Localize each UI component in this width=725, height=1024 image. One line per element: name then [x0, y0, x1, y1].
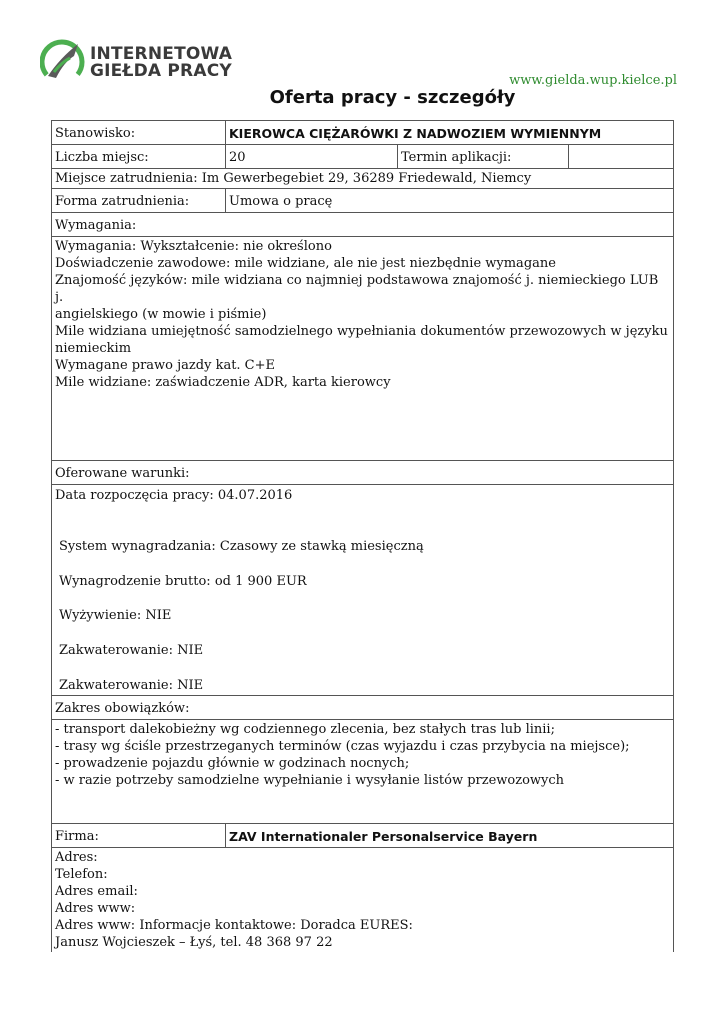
requirement-line: Wymagania: Wykształcenie: nie określono	[55, 239, 332, 254]
start-date: Data rozpoczęcia pracy: 04.07.2016	[55, 488, 293, 503]
position-label: Stanowisko:	[52, 121, 226, 145]
duty-line: - prowadzenie pojazdu głównie w godzinach nocnych;	[55, 756, 410, 771]
location-row	[52, 169, 674, 189]
logo-swoosh-icon	[40, 38, 88, 86]
website-link[interactable]: www.gielda.wup.kielce.pl	[509, 73, 677, 88]
duty-line: - transport dalekobieżny wg codziennego zlecenia, bez stałych tras lub linii;	[55, 722, 555, 737]
position-row	[52, 121, 674, 145]
position-value: KIEROWCA CIĘŻARÓWKI Z NADWOZIEM WYMIENNYM	[226, 121, 674, 145]
duties-row	[52, 720, 674, 824]
food: Wyżywienie: NIE	[59, 608, 172, 623]
requirement-line: Znajomość języków: mile widziana co najmniej podstawowa znajomość j. niemieckiego LUB j.	[55, 273, 659, 305]
duty-line: - w razie potrzeby samodzielne wypełnianie i wysyłanie listów przewozowych	[55, 773, 565, 788]
requirements-row	[52, 237, 674, 461]
deadline-label: Termin aplikacji:	[398, 145, 569, 169]
company-value: ZAV Internationaler Personalservice Bayern	[226, 824, 674, 848]
accommodation-1: Zakwaterowanie: NIE	[59, 643, 204, 658]
requirements-header-row	[52, 213, 674, 237]
duties-text	[52, 720, 674, 824]
contact-line: Janusz Wojcieszek – Łyś, tel. 48 368 97 22	[55, 935, 333, 950]
salary-gross: Wynagrodzenie brutto: od 1 900 EUR	[59, 574, 307, 589]
company-row	[52, 824, 674, 848]
contact-line: Adres email:	[55, 884, 138, 899]
contact-line: Telefon:	[55, 867, 108, 882]
salary-system: System wynagradzania: Czasowy ze stawką miesięczną	[59, 539, 424, 554]
employment-value: Umowa o pracę	[226, 189, 674, 213]
logo-line-2: GIEŁDA PRACY	[90, 61, 232, 81]
conditions-row	[52, 485, 674, 696]
company-label: Firma:	[52, 824, 226, 848]
places-row	[52, 145, 674, 169]
places-label: Liczba miejsc:	[52, 145, 226, 169]
conditions-header-row	[52, 461, 674, 485]
employment-row	[52, 189, 674, 213]
requirements-text	[52, 237, 674, 461]
deadline-value	[569, 145, 674, 169]
employment-label: Forma zatrudnienia:	[52, 189, 226, 213]
requirement-line: Doświadczenie zawodowe: mile widziane, ale nie jest niezbędnie wymagane	[55, 256, 556, 271]
contact-line: Adres:	[55, 850, 98, 865]
requirement-line: niemieckim	[55, 341, 132, 356]
logo-text	[90, 46, 232, 80]
contact-line: Adres www: Informacje kontaktowe: Doradca EURES:	[55, 918, 413, 933]
duties-label: Zakres obowiązków:	[52, 696, 674, 720]
contact-line: Adres www:	[55, 901, 136, 916]
page-title: Oferta pracy - szczegóły	[269, 87, 516, 108]
requirement-line: Mile widziane: zaświadczenie ADR, karta kierowcy	[55, 375, 391, 390]
duty-line: - trasy wg ściśle przestrzeganych terminów (czas wyjazdu i czas przybycia na miejsce);	[55, 739, 630, 754]
logo-line-1: INTERNETOWA	[90, 44, 233, 64]
location-value: Miejsce zatrudnienia: Im Gewerbegebiet 29, 36289 Friedewald, Niemcy	[52, 169, 674, 189]
logo	[40, 38, 240, 88]
conditions-text	[52, 485, 674, 696]
duties-header-row	[52, 696, 674, 720]
requirement-line: Mile widziana umiejętność samodzielnego wypełniania dokumentów przewozowych w języku	[55, 324, 668, 339]
contact-row	[52, 848, 674, 953]
contact-text	[52, 848, 674, 953]
requirement-line: angielskiego (w mowie i piśmie)	[55, 307, 267, 322]
requirement-line: Wymagane prawo jazdy kat. C+E	[55, 358, 276, 373]
accommodation-2: Zakwaterowanie: NIE	[59, 678, 204, 693]
offer-table	[51, 120, 674, 952]
conditions-label: Oferowane warunki:	[52, 461, 674, 485]
places-value: 20	[226, 145, 398, 169]
requirements-label: Wymagania:	[52, 213, 674, 237]
